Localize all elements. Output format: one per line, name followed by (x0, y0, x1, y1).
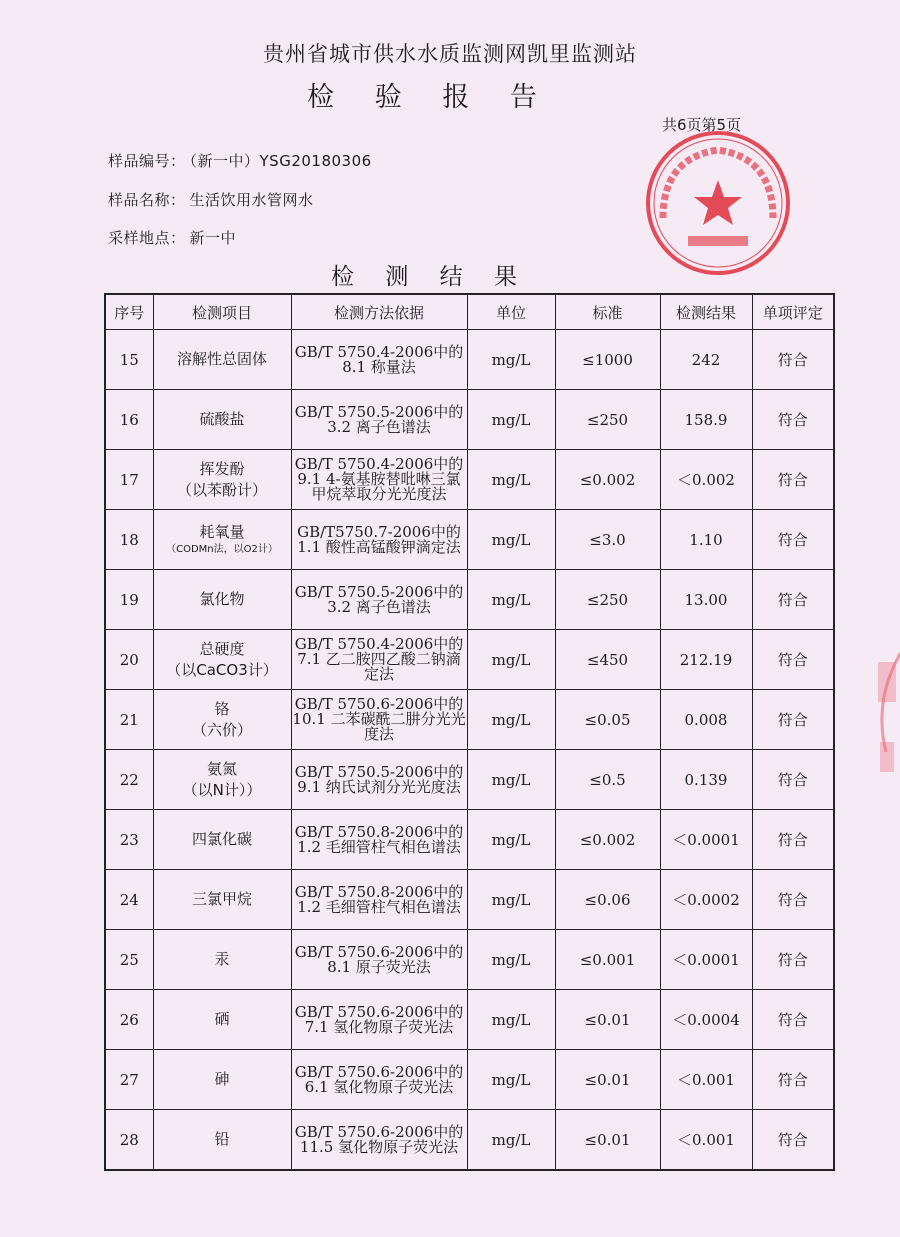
row-evaluation: 符合 (752, 930, 834, 990)
row-item-name: 耗氧量 (199, 523, 245, 541)
row-method: GB/T 5750.6-2006中的8.1 原子荧光法 (291, 930, 467, 990)
row-item (153, 1050, 291, 1110)
row-item (153, 930, 291, 990)
row-standard: ≤0.01 (555, 1110, 660, 1171)
row-evaluation: 符合 (752, 750, 834, 810)
row-item (153, 990, 291, 1050)
report-title: 检 验 报 告 (307, 82, 553, 113)
row-standard: ≤0.001 (555, 930, 660, 990)
row-item (153, 570, 291, 630)
col-header-evaluation: 单项评定 (752, 294, 834, 330)
table-row (105, 930, 834, 990)
row-number: 27 (105, 1050, 153, 1110)
col-header-unit: 单位 (467, 294, 555, 330)
table-row (105, 1110, 834, 1171)
sample-name-line (108, 189, 314, 210)
table-row (105, 390, 834, 450)
row-item-name: 三氯甲烷 (191, 890, 252, 908)
row-unit: mg/L (467, 990, 555, 1050)
row-item-name: 铅 (214, 1130, 230, 1148)
row-unit: mg/L (467, 630, 555, 690)
row-item-name: 挥发酚 (199, 459, 245, 478)
sample-id-label: 样品编号： (108, 152, 186, 170)
row-item (153, 870, 291, 930)
row-method: GB/T 5750.6-2006中的6.1 氢化物原子荧光法 (291, 1050, 467, 1110)
organization-name: 贵州省城市供水水质监测网凯里监测站 (263, 42, 637, 66)
row-method: GB/T 5750.4-2006中的7.1 乙二胺四乙酸二钠滴定法 (291, 630, 467, 690)
row-result: 212.19 (660, 630, 752, 690)
row-result: 0.008 (660, 690, 752, 750)
row-unit: mg/L (467, 690, 555, 750)
sample-location-line (108, 227, 236, 248)
table-row (105, 870, 834, 930)
row-evaluation: 符合 (752, 390, 834, 450)
table-row (105, 1050, 834, 1110)
row-item-note: （以苯酚计） (176, 480, 267, 499)
row-item-note: （CODMn法，以O2计） (166, 544, 278, 555)
row-standard: ≤0.01 (555, 1050, 660, 1110)
row-method: GB/T 5750.6-2006中的7.1 氢化物原子荧光法 (291, 990, 467, 1050)
row-unit: mg/L (467, 870, 555, 930)
row-evaluation: 符合 (752, 690, 834, 750)
row-unit: mg/L (467, 1110, 555, 1171)
official-seal (643, 128, 793, 278)
sample-name-label: 样品名称： (108, 191, 186, 209)
row-unit: mg/L (467, 1050, 555, 1110)
row-item (153, 510, 291, 570)
col-header-no: 序号 (105, 294, 153, 330)
row-standard: ≤0.5 (555, 750, 660, 810)
row-number: 16 (105, 390, 153, 450)
row-method: GB/T 5750.5-2006中的3.2 离子色谱法 (291, 390, 467, 450)
row-evaluation: 符合 (752, 630, 834, 690)
row-item-note: （以CaCO3计） (166, 660, 278, 679)
sample-name-value: 生活饮用水管网水 (189, 191, 314, 209)
row-method: GB/T 5750.4-2006中的9.1 4-氨基胺替吡啉三氯甲烷萃取分光光度法 (291, 450, 467, 510)
results-header-row (105, 294, 834, 330)
row-item-note: （六价） (191, 720, 252, 739)
row-item (153, 750, 291, 810)
col-header-result: 检测结果 (660, 294, 752, 330)
table-row (105, 330, 834, 390)
table-row (105, 450, 834, 510)
row-item-name: 四氯化碳 (191, 830, 252, 848)
partial-seal (866, 632, 900, 802)
row-number: 23 (105, 810, 153, 870)
row-unit: mg/L (467, 570, 555, 630)
row-number: 28 (105, 1110, 153, 1171)
row-item (153, 630, 291, 690)
sample-id-value: （新一中）YSG20180306 (189, 152, 372, 170)
row-result: ＜0.002 (660, 450, 752, 510)
row-method: GB/T 5750.6-2006中的 11.5 氢化物原子荧光法 (291, 1110, 467, 1171)
row-result: ＜0.0001 (660, 930, 752, 990)
table-row (105, 990, 834, 1050)
row-result: 13.00 (660, 570, 752, 630)
row-result: 1.10 (660, 510, 752, 570)
row-number: 18 (105, 510, 153, 570)
row-number: 17 (105, 450, 153, 510)
row-standard: ≤0.05 (555, 690, 660, 750)
sample-location-label: 采样地点： (108, 229, 186, 247)
row-item-name: 氨氮 (206, 759, 237, 778)
table-row (105, 810, 834, 870)
row-evaluation: 符合 (752, 450, 834, 510)
row-item-name: 硫酸盐 (199, 410, 245, 428)
row-evaluation: 符合 (752, 1050, 834, 1110)
row-item-name: 汞 (214, 950, 230, 968)
row-number: 19 (105, 570, 153, 630)
sample-location-value: 新一中 (189, 229, 237, 247)
row-evaluation: 符合 (752, 870, 834, 930)
results-title: 检 测 结 果 (331, 264, 529, 290)
row-result: ＜0.0001 (660, 810, 752, 870)
row-unit: mg/L (467, 330, 555, 390)
results-table (104, 293, 835, 1171)
row-item (153, 810, 291, 870)
row-standard: ≤0.01 (555, 990, 660, 1050)
row-item (153, 390, 291, 450)
row-standard: ≤0.002 (555, 810, 660, 870)
row-standard: ≤250 (555, 570, 660, 630)
row-result: ＜0.001 (660, 1110, 752, 1171)
row-standard: ≤450 (555, 630, 660, 690)
row-number: 21 (105, 690, 153, 750)
row-method: GB/T 5750.4-2006中的8.1 称量法 (291, 330, 467, 390)
row-method: GB/T 5750.5-2006中的3.2 离子色谱法 (291, 570, 467, 630)
row-unit: mg/L (467, 450, 555, 510)
row-item-name: 总硬度 (199, 639, 245, 658)
row-unit: mg/L (467, 930, 555, 990)
row-standard: ≤0.002 (555, 450, 660, 510)
row-standard: ≤1000 (555, 330, 660, 390)
row-unit: mg/L (467, 510, 555, 570)
row-result: 158.9 (660, 390, 752, 450)
row-item-name: 铬 (214, 699, 230, 718)
row-method: GB/T 5750.8-2006中的1.2 毛细管柱气相色谱法 (291, 870, 467, 930)
row-number: 22 (105, 750, 153, 810)
row-item-name: 氯化物 (199, 590, 245, 608)
row-item (153, 330, 291, 390)
col-header-method: 检测方法依据 (291, 294, 467, 330)
row-item-name: 砷 (214, 1070, 230, 1088)
row-result: 242 (660, 330, 752, 390)
row-number: 26 (105, 990, 153, 1050)
row-result: ＜0.001 (660, 1050, 752, 1110)
row-result: 0.139 (660, 750, 752, 810)
row-item (153, 450, 291, 510)
row-result: ＜0.0002 (660, 870, 752, 930)
col-header-item: 检测项目 (153, 294, 291, 330)
col-header-standard: 标准 (555, 294, 660, 330)
row-item-name: 硒 (214, 1010, 230, 1028)
row-standard: ≤3.0 (555, 510, 660, 570)
row-unit: mg/L (467, 390, 555, 450)
row-unit: mg/L (467, 810, 555, 870)
row-number: 25 (105, 930, 153, 990)
table-row (105, 510, 834, 570)
row-method: GB/T 5750.5-2006中的9.1 纳氏试剂分光光度法 (291, 750, 467, 810)
row-number: 24 (105, 870, 153, 930)
row-item (153, 690, 291, 750)
row-method: GB/T 5750.6-2006中的 10.1 二苯碳酰二肼分光光度法 (291, 690, 467, 750)
row-evaluation: 符合 (752, 1110, 834, 1171)
row-result: ＜0.0004 (660, 990, 752, 1050)
row-number: 20 (105, 630, 153, 690)
row-unit: mg/L (467, 750, 555, 810)
table-row (105, 570, 834, 630)
row-number: 15 (105, 330, 153, 390)
table-row (105, 750, 834, 810)
sample-id-line (108, 150, 372, 171)
row-method: GB/T 5750.8-2006中的1.2 毛细管柱气相色谱法 (291, 810, 467, 870)
table-row (105, 690, 834, 750)
table-row (105, 630, 834, 690)
row-item-note: （以N计）） (182, 780, 262, 799)
row-item (153, 1110, 291, 1171)
row-evaluation: 符合 (752, 990, 834, 1050)
page-info: 共6页第5页 (662, 116, 742, 134)
row-item-name: 溶解性总固体 (176, 350, 267, 368)
row-evaluation: 符合 (752, 810, 834, 870)
row-evaluation: 符合 (752, 510, 834, 570)
row-standard: ≤0.06 (555, 870, 660, 930)
row-standard: ≤250 (555, 390, 660, 450)
row-evaluation: 符合 (752, 570, 834, 630)
row-method: GB/T5750.7-2006中的1.1 酸性高锰酸钾滴定法 (291, 510, 467, 570)
row-evaluation: 符合 (752, 330, 834, 390)
